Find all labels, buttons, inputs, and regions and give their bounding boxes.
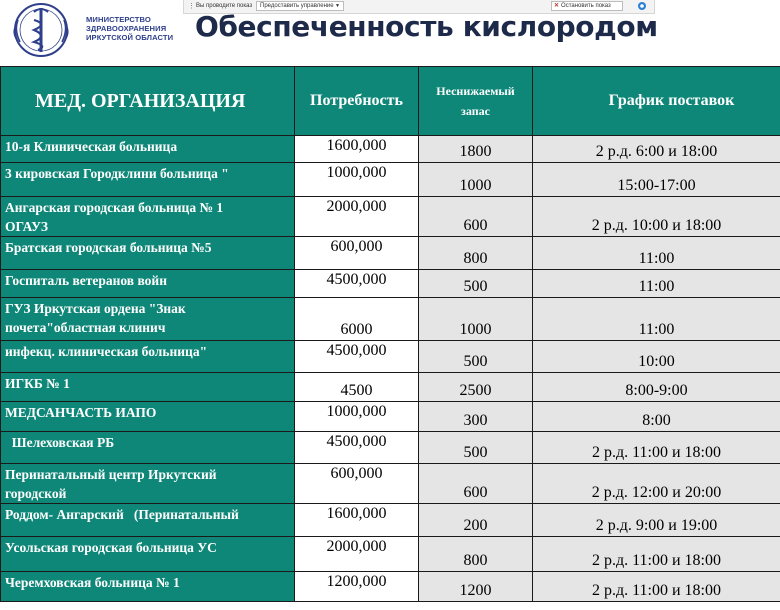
cell-schedule: 2 р.д. 11:00 и 18:00	[533, 432, 780, 464]
cell-stock: 1000	[419, 163, 533, 197]
cell-stock: 1200	[419, 572, 533, 602]
cell-stock: 800	[419, 237, 533, 270]
table-row	[1, 298, 780, 341]
cell-organization	[1, 572, 295, 602]
organization-name-line: Роддом- Ангарский (Перинатальный	[5, 507, 239, 522]
table-row	[1, 136, 780, 163]
cell-schedule: 11:00	[533, 270, 780, 298]
cell-need: 4500,000	[295, 270, 419, 298]
cell-organization	[1, 464, 295, 504]
cell-stock: 600	[419, 197, 533, 237]
cell-schedule: 11:00	[533, 298, 780, 341]
cell-need: 2000,000	[295, 537, 419, 572]
organization-name-line: Перинатальный центр Иркутский	[5, 467, 217, 482]
organization-name-line: ГУЗ Иркутская ордена "Знак	[5, 301, 186, 316]
table-row	[1, 163, 780, 197]
oxygen-supply-table	[0, 66, 780, 602]
cell-need: 1200,000	[295, 572, 419, 602]
ministry-name	[86, 15, 173, 42]
cell-stock: 500	[419, 432, 533, 464]
stop-sharing-label: Остановить показ	[561, 3, 611, 9]
cell-need: 4500	[295, 373, 419, 402]
table-header-row	[1, 67, 780, 136]
cell-stock: 200	[419, 504, 533, 537]
table-row	[1, 237, 780, 270]
cell-need: 4500,000	[295, 432, 419, 464]
page-title: Обеспеченность кислородом	[195, 10, 658, 43]
stock-header-line-2: запас	[461, 104, 490, 118]
stock-header-line-1: Неснижаемый	[436, 84, 515, 98]
cell-schedule: 2 р.д. 11:00 и 18:00	[533, 572, 780, 602]
table-row	[1, 197, 780, 237]
cell-need: 1600,000	[295, 504, 419, 537]
organization-name-line: ОГАУЗ	[5, 219, 49, 234]
cell-need: 2000,000	[295, 197, 419, 237]
table-row	[1, 270, 780, 298]
cell-schedule: 2 р.д. 12:00 и 20:00	[533, 464, 780, 504]
cell-organization	[1, 197, 295, 237]
cell-stock: 1800	[419, 136, 533, 163]
organization-name-line: МЕДСАНЧАСТЬ ИАПО	[5, 405, 157, 420]
column-header-stock	[419, 67, 533, 136]
cell-need: 1000,000	[295, 402, 419, 432]
cell-organization	[1, 237, 295, 270]
organization-name-line: Черемховская больница № 1	[5, 575, 180, 590]
cell-need: 4500,000	[295, 341, 419, 373]
give-control-label: Предоставить управление	[260, 3, 334, 9]
cell-stock: 600	[419, 464, 533, 504]
organization-name-line: Братская городская больница №5	[5, 240, 212, 255]
slide-header	[0, 0, 780, 66]
cell-organization	[1, 270, 295, 298]
cell-stock: 300	[419, 402, 533, 432]
cell-schedule: 10:00	[533, 341, 780, 373]
cell-stock: 1000	[419, 298, 533, 341]
column-header-need: Потребность	[295, 67, 419, 136]
organization-name-line: Госпиталь ветеранов войн	[5, 273, 167, 288]
ministry-emblem-icon	[4, 2, 78, 58]
cell-schedule: 2 р.д. 9:00 и 19:00	[533, 504, 780, 537]
cell-organization	[1, 136, 295, 163]
cell-organization	[1, 402, 295, 432]
drag-handle-icon[interactable]: ⋮	[188, 3, 195, 10]
ministry-line-1: МИНИСТЕРСТВО	[86, 15, 151, 24]
cell-organization	[1, 298, 295, 341]
sharing-message: Вы проводите показ	[196, 3, 253, 9]
cell-stock: 800	[419, 537, 533, 572]
cell-organization	[1, 341, 295, 373]
table-body	[1, 136, 780, 602]
table-row	[1, 432, 780, 464]
table-row	[1, 373, 780, 402]
table-row	[1, 464, 780, 504]
organization-name-line: почета"областная клинич	[5, 320, 166, 335]
cell-schedule: 8:00-9:00	[533, 373, 780, 402]
cell-schedule: 2 р.д. 10:00 и 18:00	[533, 197, 780, 237]
organization-name-line: городской	[5, 486, 67, 501]
cell-need: 600,000	[295, 464, 419, 504]
column-header-organization: МЕД. ОРГАНИЗАЦИЯ	[1, 67, 295, 136]
cell-organization	[1, 504, 295, 537]
cell-need: 1000,000	[295, 163, 419, 197]
table-row	[1, 504, 780, 537]
organization-name-line: ИГКБ № 1	[5, 376, 70, 391]
organization-name-line: 10-я Клиническая больница	[5, 139, 178, 154]
close-icon: ✕	[554, 3, 560, 9]
cell-stock: 2500	[419, 373, 533, 402]
table-row	[1, 341, 780, 373]
cell-organization	[1, 163, 295, 197]
organization-name-line: Ангарская городская больница № 1	[5, 200, 224, 215]
cell-organization	[1, 432, 295, 464]
cell-need: 6000	[295, 298, 419, 341]
cell-schedule: 11:00	[533, 237, 780, 270]
organization-name-line: Шелеховская РБ	[5, 435, 115, 450]
organization-name-line: инфекц. клиническая больница"	[5, 344, 208, 359]
cell-organization	[1, 537, 295, 572]
organization-name-line: 3 кировская Городклини больница "	[5, 166, 229, 181]
table-row	[1, 537, 780, 572]
cell-schedule: 8:00	[533, 402, 780, 432]
organization-name-line: Усольская городская больница УС	[5, 540, 217, 555]
cell-schedule: 15:00-17:00	[533, 163, 780, 197]
cell-organization	[1, 373, 295, 402]
ministry-line-2: ЗДРАВООХРАНЕНИЯ	[86, 24, 167, 33]
table-row	[1, 572, 780, 602]
cell-stock: 500	[419, 270, 533, 298]
cell-need: 1600,000	[295, 136, 419, 163]
cell-stock: 500	[419, 341, 533, 373]
chevron-down-icon: ▼	[335, 3, 340, 9]
cell-need: 600,000	[295, 237, 419, 270]
cell-schedule: 2 р.д. 11:00 и 18:00	[533, 537, 780, 572]
cell-schedule: 2 р.д. 6:00 и 18:00	[533, 136, 780, 163]
table-row	[1, 402, 780, 432]
ministry-line-3: ИРКУТСКОЙ ОБЛАСТИ	[86, 33, 174, 42]
column-header-schedule: График поставок	[533, 67, 780, 136]
